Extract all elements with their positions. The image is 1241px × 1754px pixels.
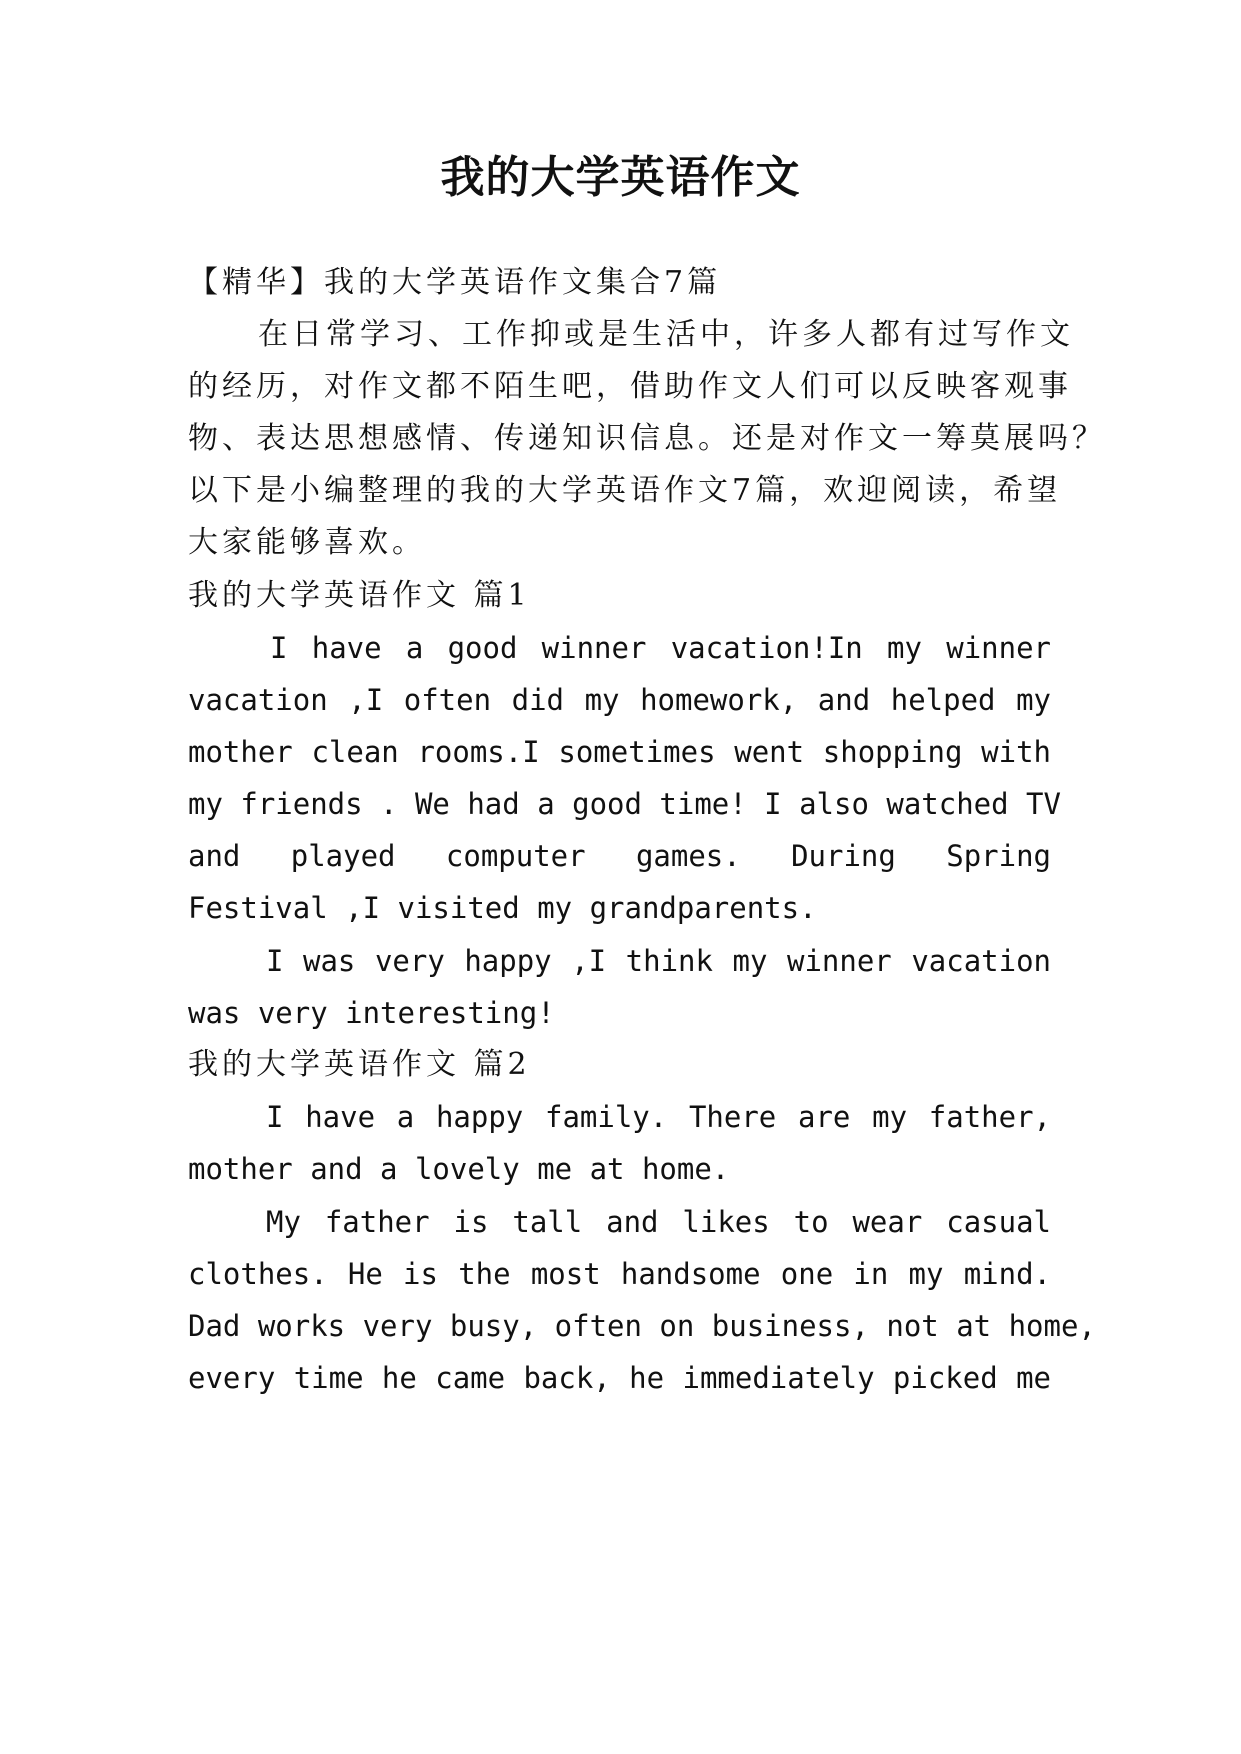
essay-line: my friends . We had a good time! I also watched TV [188,787,1061,821]
document-subtitle: 【精华】我的大学英语作文集合7篇 [188,265,722,300]
essay-line: I was very happy ,I think my winner vacation [266,944,1051,978]
essay-line: clothes. He is the most handsome one in my mind. [188,1257,1051,1291]
essay-line: every time he came back, he immediately picked me [188,1361,1051,1395]
document-title: 我的大学英语作文 [440,152,801,203]
essay-line: mother clean rooms.I sometimes went shopping with [188,735,1051,769]
essay-line: I have a happy family. There are my father, [266,1100,1051,1134]
intro-line: 以下是小编整理的我的大学英语作文7篇，欢迎阅读，希望 [188,473,1062,508]
intro-line: 的经历，对作文都不陌生吧，借助作文人们可以反映客观事 [188,369,1072,404]
section-heading: 我的大学英语作文 篇2 [188,1047,531,1082]
essay-line: vacation ,I often did my homework, and helped my [188,683,1051,717]
intro-line: 在日常学习、工作抑或是生活中，许多人都有过写作文 [258,317,1074,352]
essay-line: I have a good winner vacation!In my winner [270,631,1051,665]
intro-line: 大家能够喜欢。 [188,525,426,560]
section-heading: 我的大学英语作文 篇1 [188,578,531,613]
essay-line: and played computer games. During Spring [188,839,1051,873]
essay-line: mother and a lovely me at home. [188,1152,730,1186]
essay-line: My father is tall and likes to wear casual [266,1205,1051,1239]
essay-line: was very interesting! [188,996,555,1030]
intro-line: 物、表达思想感情、传递知识信息。还是对作文一筹莫展吗？ [188,421,1106,456]
essay-line: Dad works very busy, often on business, not at home, [188,1309,1096,1343]
essay-line: Festival ,I visited my grandparents. [188,891,817,925]
